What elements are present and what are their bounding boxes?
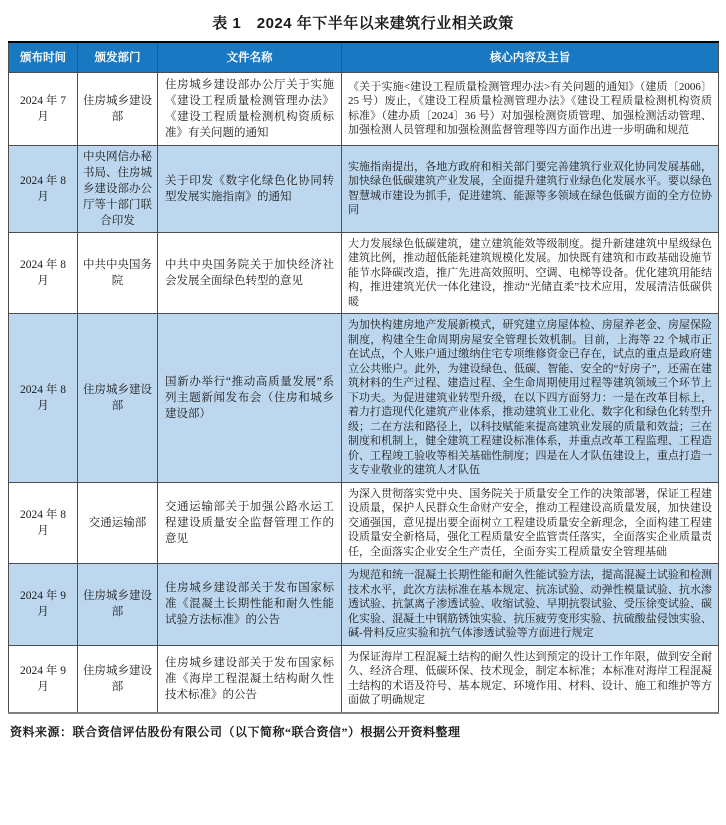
cell-dept: 住房城乡建设部 — [78, 564, 158, 646]
source-note: 资料来源：联合资信评估股份有限公司（以下简称“联合资信”）根据公开资料整理 — [10, 724, 461, 739]
table-row — [9, 145, 719, 232]
table-row — [9, 564, 719, 646]
col-header-content: 核心内容及主旨 — [342, 42, 719, 72]
cell-content: 实施指南提出，各地方政府和相关部门要完善建筑行业双化协同发展基础，加快绿色低碳建筑产业发展，全面提升建筑行业绿色化发展水平。要以绿色智慧城市建设为抓手，促进建筑、能源等多领域在绿色低碳方面的全方位协同 — [342, 145, 719, 232]
cell-content: 大力发展绿色低碳建筑，建立建筑能效等级制度。提升新建建筑中星级绿色建筑比例，推动超低能耗建筑规模化发展。加快既有建筑和市政基础设施节能节水降碳改造，推广先进高效照明、空调、电梯等设备。优化建筑用能结构，推进建筑光伏一体化建设，推动“光储直柔”技术应用，发展清洁低碳供暖 — [342, 232, 719, 314]
cell-time: 2024 年 9 月 — [9, 645, 78, 713]
cell-doc-name: 住房城乡建设部办公厅关于实施《建设工程质量检测管理办法》《建设工程质量检测机构资质标准》有关问题的通知 — [158, 72, 342, 145]
cell-content: 为深入贯彻落实党中央、国务院关于质量安全工作的决策部署，保证工程建设质量，保护人民群众生命财产安全，推动工程建设高质量发展，加快建设交通强国，意见提出要全面树立工程建设质量安全新理念，全面构建工程建设质量安全新格局，强化工程质量安全监管责任落实，全面落实企业质量责任，全面落实企业安全生产责任，全面夯实工程质量安全管理基础 — [342, 482, 719, 564]
cell-dept: 住房城乡建设部 — [78, 72, 158, 145]
table-row — [9, 314, 719, 483]
col-header-dept: 颁发部门 — [78, 42, 158, 72]
cell-content: 为保证海岸工程混凝土结构的耐久性达到预定的设计工作年限，做到安全耐久、经济合理、低碳环保、技术现金，制定本标准；本标准对海岸工程混凝土结构的术语及符号、基本规定、环境作用、材料、设计、施工和维护等方面做了明确规定 — [342, 645, 719, 713]
cell-time: 2024 年 8 月 — [9, 314, 78, 483]
cell-dept: 中央网信办秘书局、住房城乡建设部办公厅等十部门联合印发 — [78, 145, 158, 232]
col-header-time: 颁布时间 — [9, 42, 78, 72]
cell-dept: 交通运输部 — [78, 482, 158, 564]
header-row — [9, 42, 719, 72]
cell-content: 为加快构建房地产发展新模式，研究建立房屋体检、房屋养老金、房屋保险制度，构建全生命周期房屋安全管理长效机制。目前，上海等 22 个城市正在试点，个人账户通过缴纳住宅专项维修资金已存在，试点的重点是政府建立公共账户。此外，为建设绿色、低碳、智能、安全的“好房子”，还需在建筑材料的生产过程、建造过程、全生命周期使用过程等建筑领域三个环节上下功夫。为促进建筑业转型升级，在以下四方面努力：一是在改革目标上，着力打造现代化建筑产业体系，推动建筑业工业化、数字化和绿色化转型升级；二在方法和路径上，以科技赋能来提高建筑业发展的质量和效益；三在制度和机制上，健全建筑工程建设标准体系，并重点改革工程监理、工程造价、工程竣工验收等相关基础性制度；四是在人才队伍建设上，重点打造一支专业敬业的建筑人才队伍 — [342, 314, 719, 483]
cell-dept: 中共中央国务院 — [78, 232, 158, 314]
cell-dept: 住房城乡建设部 — [78, 645, 158, 713]
cell-time: 2024 年 8 月 — [9, 482, 78, 564]
cell-time: 2024 年 7 月 — [9, 72, 78, 145]
cell-time: 2024 年 9 月 — [9, 564, 78, 646]
cell-doc-name: 住房城乡建设部关于发布国家标准《混凝土长期性能和耐久性能试验方法标准》的公告 — [158, 564, 342, 646]
col-header-doc: 文件名称 — [158, 42, 342, 72]
cell-content: 为规范和统一混凝土长期性能和耐久性能试验方法，提高混凝土试验和检测技术水平，此次方法标准在基本规定、抗冻试验、动弹性模量试验、抗水渗透试验、抗氯离子渗透试验、收缩试验、早期抗裂试验、受压徐变试验、碳化实验、混凝土中钢筋锈蚀实验、抗压疲劳变形实验、抗硫酸盐侵蚀实验、碱-骨料反应实验和抗气体渗透试验等方面进行规定 — [342, 564, 719, 646]
table-row — [9, 645, 719, 713]
cell-doc-name: 交通运输部关于加强公路水运工程建设质量安全监督管理工作的意见 — [158, 482, 342, 564]
cell-time: 2024 年 8 月 — [9, 145, 78, 232]
table-row — [9, 232, 719, 314]
policy-table — [8, 41, 719, 714]
table-title: 表 1 2024 年下半年以来建筑行业相关政策 — [212, 15, 514, 32]
table-row — [9, 482, 719, 564]
cell-content: 《关于实施<建设工程质量检测管理办法>有关问题的通知》（建质〔2006〕25 号）废止，《建设工程质量检测管理办法》《建设工程质量检测机构资质标准》（建办质〔2024〕36 号）对加强检测资质管理、加强检测活动管理、加强检测人员管理和加强检测监督管理等四方面作出进一步明确和规范 — [342, 72, 719, 145]
cell-doc-name: 中共中央国务院关于加快经济社会发展全面绿色转型的意见 — [158, 232, 342, 314]
cell-time: 2024 年 8 月 — [9, 232, 78, 314]
table-row — [9, 72, 719, 145]
cell-doc-name: 住房城乡建设部关于发布国家标准《海岸工程混凝土结构耐久性技术标准》的公告 — [158, 645, 342, 713]
cell-doc-name: 关于印发《数字化绿色化协同转型发展实施指南》的通知 — [158, 145, 342, 232]
cell-dept: 住房城乡建设部 — [78, 314, 158, 483]
cell-doc-name: 国新办举行“推动高质量发展”系列主题新闻发布会（住房和城乡建设部） — [158, 314, 342, 483]
